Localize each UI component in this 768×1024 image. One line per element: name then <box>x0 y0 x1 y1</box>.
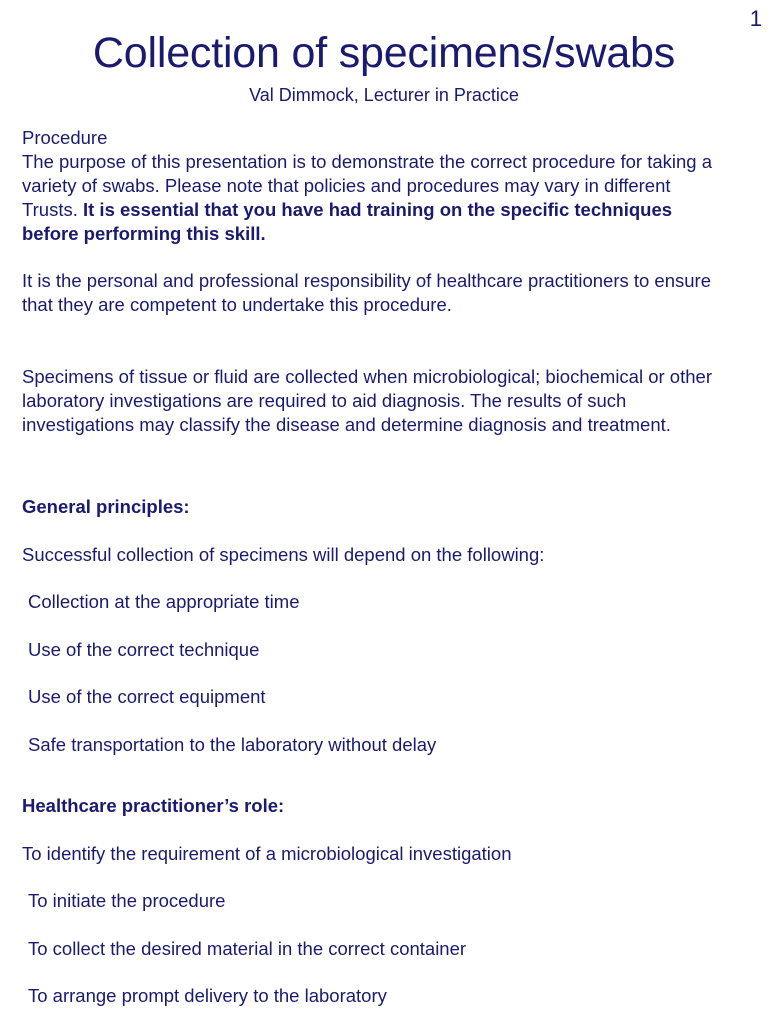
principle-item: Use of the correct equipment <box>28 686 266 707</box>
general-principles-intro: Successful collection of specimens will depend on the following: <box>22 544 545 565</box>
principle-item: Collection at the appropriate time <box>28 591 300 612</box>
role-item: To arrange prompt delivery to the laboratory <box>28 985 387 1006</box>
role-item: To collect the desired material in the correct container <box>28 938 467 959</box>
page-number: 1 <box>749 6 762 31</box>
role-heading: Healthcare practitioner’s role: <box>22 795 285 816</box>
general-principles-heading: General principles: <box>22 496 190 517</box>
specimens-paragraph: Specimens of tissue or fluid are collected when microbiological; biochemical or other laboratory investigations are required to aid diagnosis. The results of such investigations may classify the disease and determine diagnosis and treatment. <box>22 366 712 435</box>
procedure-heading: Procedure <box>22 127 108 148</box>
page-title: Collection of specimens/swabs <box>92 29 676 77</box>
principle-item: Use of the correct technique <box>28 639 260 660</box>
procedure-section <box>22 126 722 246</box>
page-subtitle: Val Dimmock, Lecturer in Practice <box>249 85 519 105</box>
principle-item: Safe transportation to the laboratory without delay <box>28 734 437 755</box>
procedure-intro-paragraph <box>22 150 722 246</box>
responsibility-paragraph: It is the personal and professional responsibility of healthcare practitioners to ensure that they are competent to undertake this procedure. <box>22 270 711 315</box>
role-item: To initiate the procedure <box>28 890 226 911</box>
procedure-intro-bold-text: It is essential that you have had training on the specific techniques before performing this skill. <box>22 199 673 244</box>
procedure-intro-text: The purpose of this presentation is to demonstrate the correct procedure for taking a variety of swabs. Please note that policies and procedures may vary in different Trusts. <box>22 151 713 220</box>
role-item: To identify the requirement of a microbiological investigation <box>22 843 512 864</box>
